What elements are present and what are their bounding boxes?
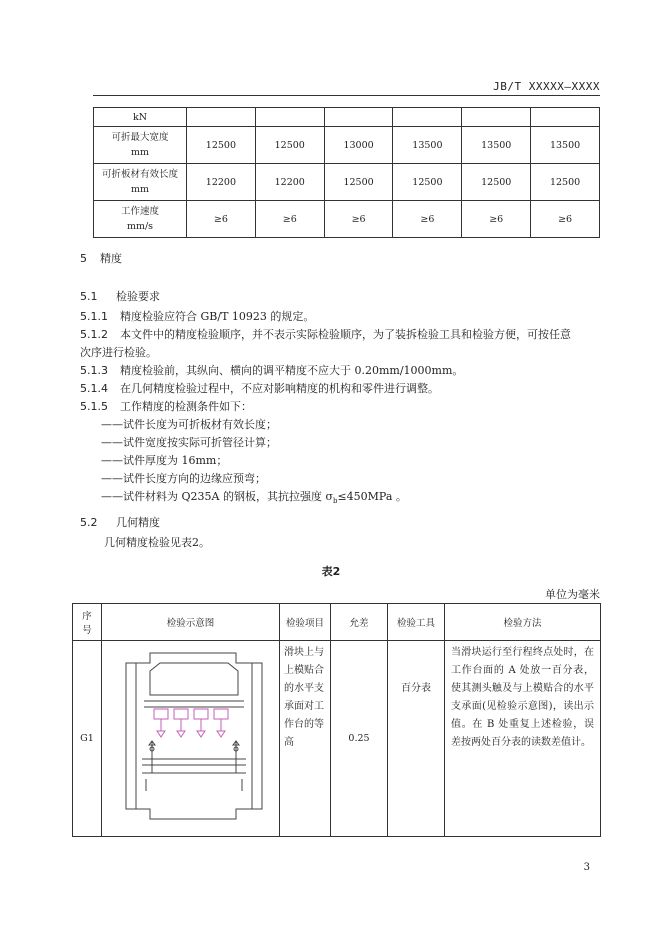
section-heading-5-2: 5.2 几何精度 <box>80 516 160 529</box>
spec-value-cell: ≥6 <box>393 201 462 238</box>
spec-value-cell: ≥6 <box>187 201 256 238</box>
table-title: 表2 <box>321 565 341 578</box>
spec-value-cell: ≥6 <box>255 201 324 238</box>
header-item: 检验项目 <box>280 604 331 641</box>
spec-value-cell: 13500 <box>531 127 600 164</box>
condition-item: ——试件材料为 Q235A 的钢板，其抗拉强度 $\sigma_b\le 450MPa$ 。 <box>101 490 407 506</box>
spec-value-cell <box>531 108 600 127</box>
section-heading-5: 5 精度 <box>80 252 122 265</box>
spec-value-cell: 12500 <box>187 127 256 164</box>
header-tolerance: 允差 <box>331 604 388 641</box>
row-seq: G1 <box>73 641 102 837</box>
spec-value-cell: 12200 <box>255 164 324 201</box>
table-row <box>73 641 601 837</box>
spec-value-cell <box>324 108 393 127</box>
condition-item: ——试件宽度按实际可折管径计算； <box>101 436 277 449</box>
header-tool: 检验工具 <box>388 604 445 641</box>
spec-value-cell <box>462 108 531 127</box>
spec-value-cell: 13500 <box>393 127 462 164</box>
page-number: 3 <box>583 862 590 873</box>
spec-table <box>93 107 600 238</box>
section-5-2-text: 几何精度检验见表2。 <box>104 536 210 549</box>
header-method: 检验方法 <box>445 604 601 641</box>
spec-label-cell: 可折板材有效长度 mm <box>94 164 187 201</box>
spec-label-cell: kN <box>94 108 187 127</box>
document-code: JB/T XXXXX—XXXX <box>493 80 600 93</box>
spec-value-cell: 12500 <box>531 164 600 201</box>
spec-value-cell: 13500 <box>462 127 531 164</box>
spec-value-cell <box>187 108 256 127</box>
spec-value-cell <box>255 108 324 127</box>
clause-5-1-3: 5.1.3 精度检验前，其纵向、横向的调平精度不应大于 0.20mm/1000mm。 <box>80 364 464 377</box>
spec-value-cell: 12500 <box>393 164 462 201</box>
spec-value-cell: ≥6 <box>324 201 393 238</box>
press-brake-diagram <box>102 641 278 829</box>
row-tool: 百分表 <box>388 641 445 837</box>
condition-item: ——试件厚度为 16mm； <box>101 454 228 467</box>
spec-value-cell <box>393 108 462 127</box>
table-header-row <box>73 604 601 641</box>
table-row <box>94 108 600 127</box>
clause-5-1-1: 5.1.1 精度检验应符合 GB/T 10923 的规定。 <box>80 310 315 323</box>
spec-value-cell: 12500 <box>255 127 324 164</box>
table-row <box>94 164 600 201</box>
unit-note: 单位为毫米 <box>545 588 600 601</box>
condition-item: ——试件长度方向的边缘应预弯； <box>101 472 266 485</box>
clause-5-1-4: 5.1.4 在几何精度检验过程中，不应对影响精度的机构和零件进行调整。 <box>80 382 439 395</box>
spec-value-cell: ≥6 <box>531 201 600 238</box>
spec-label-cell: 可折最大宽度 mm <box>94 127 187 164</box>
table-row <box>94 201 600 238</box>
inspection-diagram <box>102 641 280 837</box>
condition-item: ——试件长度为可折板材有效长度； <box>101 418 277 431</box>
precision-table <box>72 603 601 837</box>
spec-value-cell: 12500 <box>324 164 393 201</box>
clause-5-1-2: 5.1.2 本文件中的精度检验顺序，并不表示实际检验顺序，为了装拆检验工具和检验方便，可按任意 次序进行检验。 <box>80 328 571 359</box>
spec-value-cell: 12500 <box>462 164 531 201</box>
spec-value-cell: 12200 <box>187 164 256 201</box>
section-heading-5-1: 5.1 检验要求 <box>80 290 160 303</box>
row-item: 滑块上与上模贴合的水平支承面对工作台的等高 <box>280 641 331 837</box>
table-row <box>94 127 600 164</box>
header-rule <box>93 95 600 96</box>
header-seq: 序 号 <box>73 604 102 641</box>
row-method: 当滑块运行至行程终点处时，在工作台面的 A 处放一百分表，使其测头触及与上模贴合的水平支承面(见检验示意图)，读出示值。在 B 处重复上述检验，误差按两处百分表的读数差值计。 <box>445 641 601 837</box>
clause-5-1-5: 5.1.5 工作精度的检测条件如下： <box>80 400 252 413</box>
header-diagram: 检验示意图 <box>102 604 280 641</box>
spec-value-cell: 13000 <box>324 127 393 164</box>
spec-value-cell: ≥6 <box>462 201 531 238</box>
spec-label-cell: 工作速度 mm/s <box>94 201 187 238</box>
row-tolerance: 0.25 <box>331 641 388 837</box>
